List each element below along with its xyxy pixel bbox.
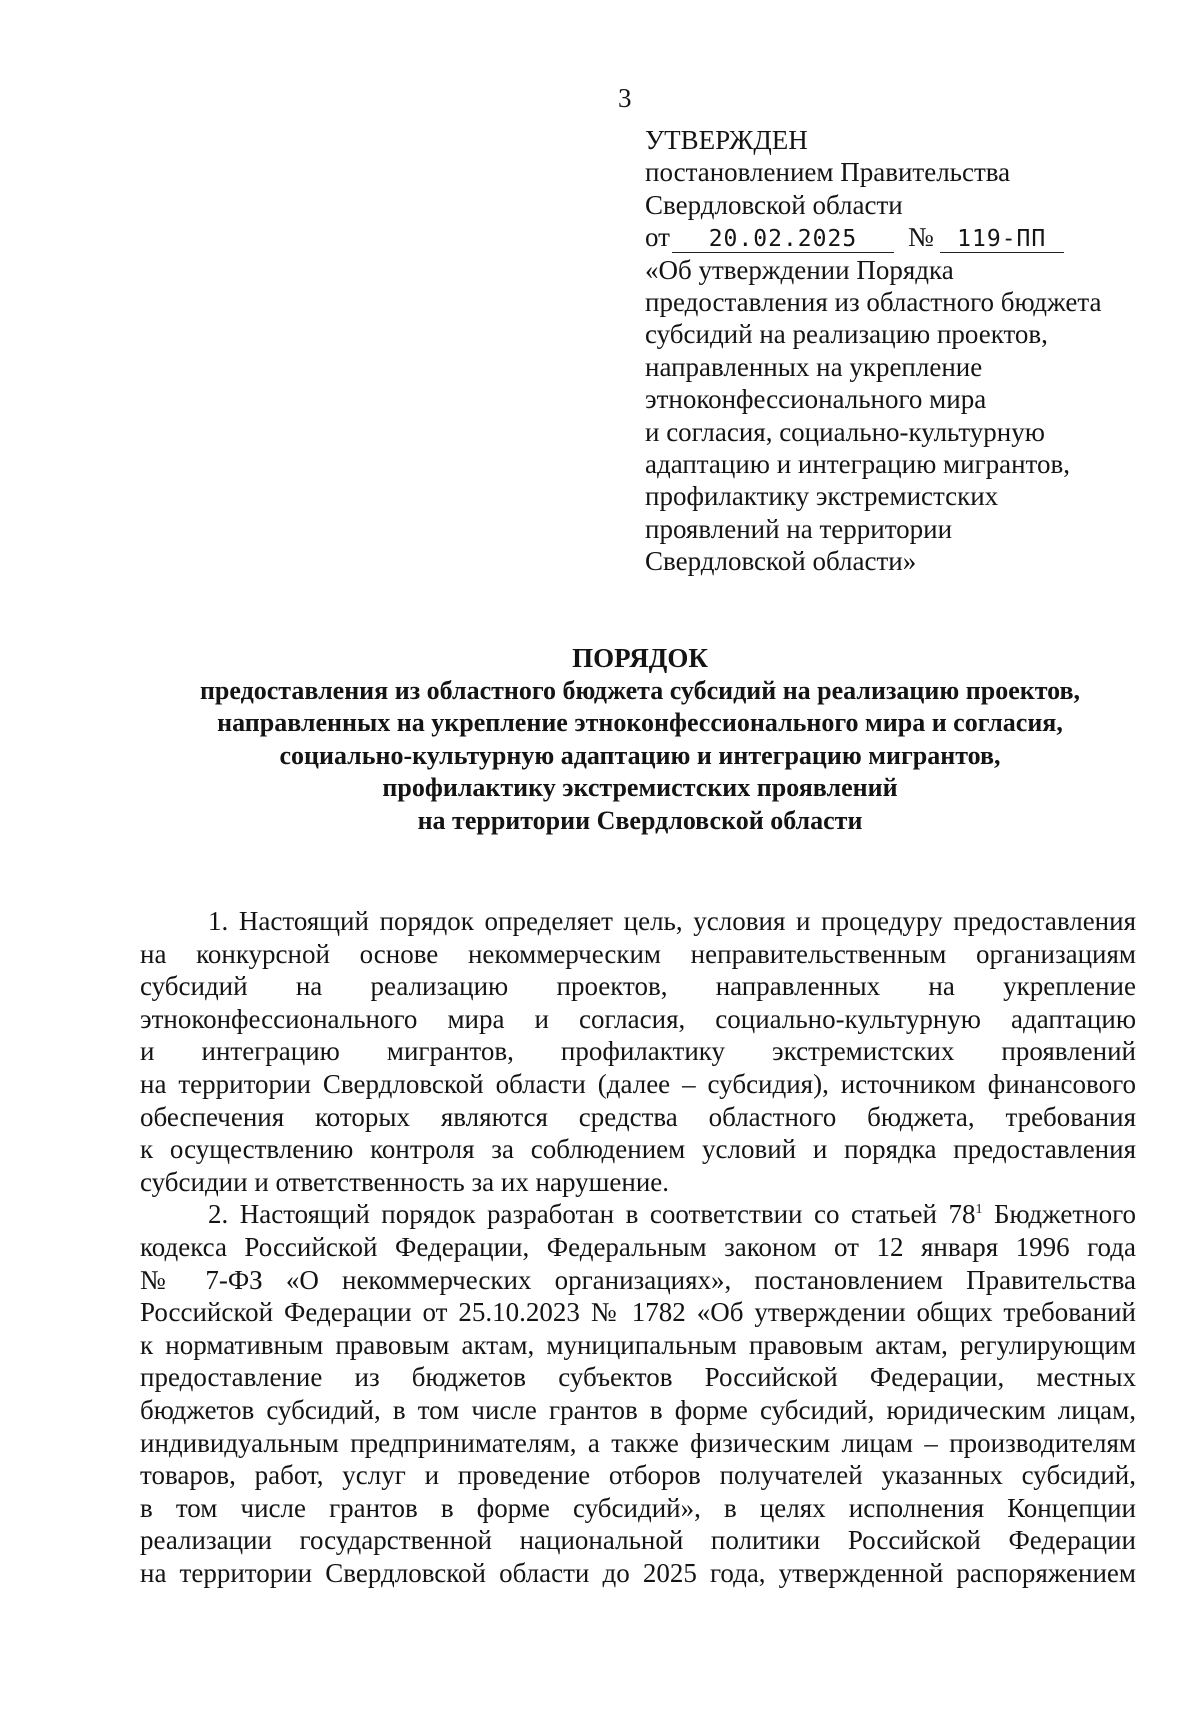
text-line: на территории Свердловской области до 2025 года, утвержденной распоряжением — [140, 1557, 1136, 1588]
approval-number: 119-ПП — [940, 226, 1064, 253]
approval-subject-line: проявлений на территории — [645, 513, 953, 544]
text-line: предоставление из бюджетов субъектов Российской Федерации, местных — [140, 1362, 1136, 1393]
title-line: на территории Свердловской области — [417, 805, 863, 835]
paragraph-2 — [140, 1198, 1136, 1589]
text-line: бюджетов субсидий, в том числе грантов в форме субсидий, юридическим лицам, — [140, 1394, 1136, 1425]
approval-subject-line: субсидий на реализацию проектов, — [645, 319, 1048, 350]
text-line: на конкурсной основе некоммерческим неправительственным организациям — [140, 938, 1136, 969]
text-line: товаров, работ, услуг и проведение отборов получателей указанных субсидий, — [140, 1460, 1136, 1491]
approval-heading: УТВЕРЖДЕН — [645, 125, 808, 155]
approval-subject-line: профилактику экстремистских — [645, 481, 999, 512]
text-line: субсидии и ответственность за их нарушение. — [140, 1166, 670, 1197]
text-fragment: 2. Настоящий порядок разработан в соответствии со статьей 78 — [208, 1199, 976, 1230]
text-fragment: Бюджетного — [982, 1199, 1136, 1230]
approval-line: постановлением Правительства — [645, 157, 1011, 188]
title-line: социально-культурную адаптацию и интеграцию мигрантов, — [279, 740, 1001, 770]
approval-subject-line: «Об утверждении Порядка — [645, 254, 954, 285]
text-line — [140, 1198, 1136, 1231]
approval-subject-line: направленных на укрепление — [645, 351, 983, 382]
title-heading: ПОРЯДОК — [572, 643, 708, 673]
text-line: индивидуальным предпринимателям, а также физическим лицам – производителям — [140, 1427, 1136, 1458]
text-line: субсидий на реализацию проектов, направленных на укрепление — [140, 971, 1136, 1002]
date-prefix: от — [645, 222, 670, 253]
title-line: профилактику экстремистских проявлений — [382, 773, 898, 802]
title-line: предоставления из областного бюджета субсидий на реализацию проектов, — [199, 675, 1081, 705]
document-body — [140, 905, 1136, 1589]
text-line: к нормативным правовым актам, муниципальным правовым актам, регулирующим — [140, 1329, 1136, 1360]
paragraph-1 — [140, 905, 1136, 1198]
approval-subject-line: Свердловской области» — [645, 546, 917, 577]
approval-subject-line: предоставления из областного бюджета — [645, 287, 1102, 318]
approval-line: Свердловской области — [645, 189, 903, 220]
title-line: направленных на укрепление этноконфессионального мира и согласия, — [217, 708, 1063, 737]
text-line: кодекса Российской Федерации, Федеральным законом от 12 января 1996 года — [140, 1231, 1136, 1262]
text-line: реализации государственной национальной политики Российской Федерации — [140, 1525, 1136, 1556]
superscript: 1 — [975, 1202, 983, 1218]
text-line: Российской Федерации от 25.10.2023 № 1782 «Об утверждении общих требований — [140, 1297, 1136, 1328]
approval-date: 20.02.2025 — [672, 226, 894, 253]
text-line: обеспечения которых являются средства областного бюджета, требования — [140, 1101, 1136, 1132]
text-line: этноконфессионального мира и согласия, социально-культурную адаптацию — [140, 1003, 1136, 1034]
text-line: к осуществлению контроля за соблюдением условий и порядка предоставления — [140, 1134, 1136, 1165]
approval-subject-line: этноконфессионального мира — [645, 384, 987, 415]
approval-subject-line: и согласия, социально-культурную — [645, 416, 1045, 447]
text-line: № 7-ФЗ «О некоммерческих организациях», постановлением Правительства — [140, 1264, 1136, 1295]
text-line: в том числе грантов в форме субсидий», в целях исполнения Концепции — [140, 1492, 1136, 1523]
text-line: и интеграцию мигрантов, профилактику экстремистских проявлений — [140, 1036, 1136, 1067]
approval-date-line — [645, 221, 1135, 253]
approval-subject-line: адаптацию и интеграцию мигрантов, — [645, 449, 1070, 480]
document-title — [140, 642, 1140, 837]
text-line: 1. Настоящий порядок определяет цель, условия и процедуру предоставления — [208, 906, 1136, 936]
page-number: 3 — [618, 83, 632, 113]
text-line: на территории Свердловской области (далее – субсидия), источником финансового — [140, 1068, 1136, 1099]
approval-stamp — [645, 124, 1135, 578]
number-sign: № — [907, 222, 934, 253]
